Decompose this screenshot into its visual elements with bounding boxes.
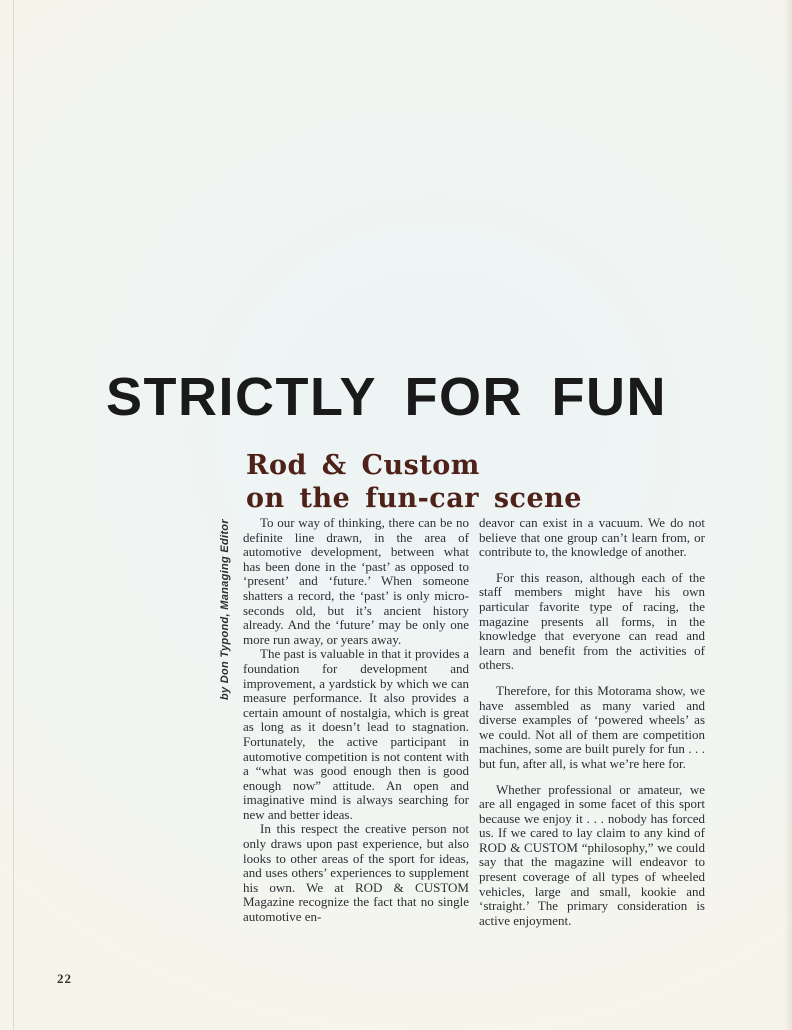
paragraph: Whether professional or amateur, we are all engaged in some facet of this sport because we enjoy it . . . nobody has forced us. If we cared to lay claim to any kind of ROD & CUSTOM “philosophy,” we could say that the magazine will endeavor to present coverage of all types of wheeled vehicles, large and small, kookie and ‘straight.’ The primary consideration is active enjoyment.	[479, 781, 705, 928]
paragraph: To our way of thinking, there can be no definite line drawn, in the area of automotive development, between what has been done in the ‘past’ as opposed to ‘present’ and ‘future.’ When someone shatters a record, the ‘past’ is only micro-seconds old, but it’s ancient history already. And the ‘future’ may be only one more run away, or years away.	[243, 515, 469, 647]
paragraph: For this reason, although each of the staff members might have his own particular favorite type of racing, the magazine presents all forms, in the knowledge that everyone can read and learn and benefit from the activities of others.	[479, 569, 705, 673]
paragraph: deavor can exist in a vacuum. We do not believe that one group can’t learn from, or contribute to, the knowledge of another.	[479, 515, 705, 560]
byline-vertical: by Don Typond, Managing Editor	[219, 519, 231, 700]
paragraph: Therefore, for this Motorama show, we have assembled as many varied and diverse examples of ‘powered wheels’ as we could. Not all of them are competition machines, some are built purely for fun . . . but fun, after all, is what we’re here for.	[479, 682, 705, 771]
article-headline: STRICTLY FOR FUN	[106, 367, 668, 427]
page-edge-line	[13, 0, 14, 1030]
subtitle-line-1: Rod & Custom	[246, 450, 480, 481]
article-column-1	[243, 516, 469, 928]
article-body	[243, 516, 705, 928]
article-column-2	[479, 516, 705, 928]
paragraph: The past is valuable in that it provides a foundation for development and improvement, a yardstick by which we can measure performance. It also provides a certain amount of nostalgia, which is great as long as it doesn’t lead to stagnation. Fortunately, the active participant in automotive competition is not content with a “what was good enough then is good enough now” attitude. An open and imaginative mind is always searching for new and better ideas.	[243, 646, 469, 822]
paragraph: In this respect the creative person not only draws upon past experience, but also looks to other areas of the sport for ideas, and uses others’ experiences to supplement his own. We at ROD & CUSTOM Magazine recognize the fact that no single automotive en-	[243, 821, 469, 925]
page-number: 22	[57, 971, 72, 986]
subtitle-line-2: on the fun-car scene	[246, 483, 582, 514]
article-subtitle	[246, 449, 582, 515]
